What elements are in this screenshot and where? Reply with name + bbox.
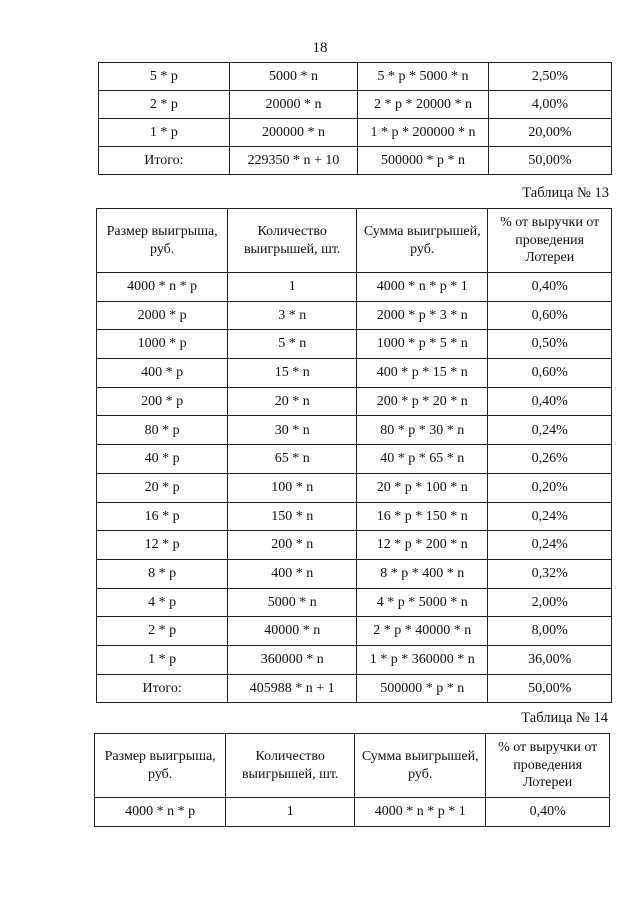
prize-size-cell: 2 * p <box>97 617 228 646</box>
prize-sum-cell: 80 * p * 30 * n <box>357 416 488 445</box>
header-row <box>95 734 610 798</box>
header-prize-sum: Сумма выигрышей, руб. <box>357 209 488 273</box>
prize-size-cell: 5 * p <box>99 63 230 91</box>
revenue-percent-cell: 0,24% <box>488 502 612 531</box>
table-header <box>97 209 612 273</box>
prize-sum-cell: 500000 * p * n <box>357 674 488 703</box>
prize-size-cell: 20 * p <box>97 473 228 502</box>
table-body <box>95 798 610 827</box>
revenue-percent-cell: 0,24% <box>488 531 612 560</box>
table-row <box>97 645 612 674</box>
table-row <box>97 330 612 359</box>
table-row <box>97 617 612 646</box>
header-prize-count: Количество выигрышей, шт. <box>228 209 357 273</box>
prize-count-cell: 5000 * n <box>229 63 357 91</box>
prize-count-cell: 150 * n <box>228 502 357 531</box>
prize-count-cell: 5 * n <box>228 330 357 359</box>
table-12-continuation <box>98 62 612 175</box>
prize-size-cell: Итого: <box>97 674 228 703</box>
prize-count-cell: 20 * n <box>228 387 357 416</box>
revenue-percent-cell: 0,32% <box>488 559 612 588</box>
table-row <box>97 273 612 302</box>
prize-count-cell: 1 <box>228 273 357 302</box>
revenue-percent-cell: 8,00% <box>488 617 612 646</box>
revenue-percent-cell: 0,40% <box>488 387 612 416</box>
prize-sum-cell: 2 * p * 40000 * n <box>357 617 488 646</box>
prize-count-cell: 65 * n <box>228 445 357 474</box>
table-13-caption: Таблица № 13 <box>522 185 609 201</box>
table-row <box>99 63 612 91</box>
prize-sum-cell: 40 * p * 65 * n <box>357 445 488 474</box>
prize-count-cell: 200000 * n <box>229 119 357 147</box>
table-row <box>97 559 612 588</box>
prize-count-cell: 3 * n <box>228 301 357 330</box>
table-row <box>97 387 612 416</box>
table-13 <box>96 208 612 703</box>
prize-count-cell: 40000 * n <box>228 617 357 646</box>
header-prize-sum: Сумма выигрышей, руб. <box>355 734 486 798</box>
prize-count-cell: 30 * n <box>228 416 357 445</box>
prize-count-cell: 1 <box>226 798 355 827</box>
revenue-percent-cell: 0,26% <box>488 445 612 474</box>
revenue-percent-cell: 50,00% <box>488 674 612 703</box>
table-row <box>97 416 612 445</box>
prize-count-cell: 229350 * n + 10 <box>229 147 357 175</box>
prize-size-cell: Итого: <box>99 147 230 175</box>
header-row <box>97 209 612 273</box>
prize-count-cell: 15 * n <box>228 359 357 388</box>
prize-sum-cell: 4000 * n * p * 1 <box>355 798 486 827</box>
prize-sum-cell: 5 * p * 5000 * n <box>358 63 489 91</box>
revenue-percent-cell: 0,50% <box>488 330 612 359</box>
prize-size-cell: 2000 * p <box>97 301 228 330</box>
table-row <box>97 531 612 560</box>
prize-sum-cell: 20 * p * 100 * n <box>357 473 488 502</box>
prize-size-cell: 200 * p <box>97 387 228 416</box>
prize-count-cell: 200 * n <box>228 531 357 560</box>
revenue-percent-cell: 36,00% <box>488 645 612 674</box>
revenue-percent-cell: 50,00% <box>488 147 611 175</box>
table-row <box>97 502 612 531</box>
table-body <box>99 63 612 175</box>
prize-count-cell: 360000 * n <box>228 645 357 674</box>
table-row <box>97 301 612 330</box>
prize-size-cell: 1 * p <box>99 119 230 147</box>
prize-sum-cell: 16 * p * 150 * n <box>357 502 488 531</box>
revenue-percent-cell: 0,40% <box>486 798 610 827</box>
table-body <box>97 273 612 703</box>
table-row <box>95 798 610 827</box>
prize-count-cell: 20000 * n <box>229 91 357 119</box>
table-row <box>97 445 612 474</box>
prize-size-cell: 1 * p <box>97 645 228 674</box>
prize-size-cell: 40 * p <box>97 445 228 474</box>
prize-sum-cell: 4000 * n * p * 1 <box>357 273 488 302</box>
header-prize-size: Размер выигрыша, руб. <box>95 734 226 798</box>
revenue-percent-cell: 2,50% <box>488 63 611 91</box>
prize-sum-cell: 4 * p * 5000 * n <box>357 588 488 617</box>
prize-sum-cell: 400 * p * 15 * n <box>357 359 488 388</box>
revenue-percent-cell: 4,00% <box>488 91 611 119</box>
prize-sum-cell: 8 * p * 400 * n <box>357 559 488 588</box>
prize-sum-cell: 1 * p * 200000 * n <box>358 119 489 147</box>
prize-size-cell: 2 * p <box>99 91 230 119</box>
header-revenue-percent: % от выручки от проведения Лотереи <box>486 734 610 798</box>
prize-count-cell: 5000 * n <box>228 588 357 617</box>
table-row <box>97 674 612 703</box>
prize-count-cell: 100 * n <box>228 473 357 502</box>
prize-sum-cell: 12 * p * 200 * n <box>357 531 488 560</box>
prize-size-cell: 8 * p <box>97 559 228 588</box>
revenue-percent-cell: 0,40% <box>488 273 612 302</box>
prize-sum-cell: 500000 * p * n <box>358 147 489 175</box>
prize-size-cell: 4 * p <box>97 588 228 617</box>
table-row <box>97 359 612 388</box>
table-row <box>99 147 612 175</box>
prize-count-cell: 400 * n <box>228 559 357 588</box>
prize-sum-cell: 1000 * p * 5 * n <box>357 330 488 359</box>
revenue-percent-cell: 0,60% <box>488 301 612 330</box>
prize-size-cell: 4000 * n * p <box>95 798 226 827</box>
prize-size-cell: 12 * p <box>97 531 228 560</box>
page-number: 18 <box>312 40 328 56</box>
table-row <box>97 588 612 617</box>
prize-sum-cell: 1 * p * 360000 * n <box>357 645 488 674</box>
prize-size-cell: 1000 * p <box>97 330 228 359</box>
prize-count-cell: 405988 * n + 1 <box>228 674 357 703</box>
table-header <box>95 734 610 798</box>
table-row <box>99 119 612 147</box>
prize-sum-cell: 2000 * p * 3 * n <box>357 301 488 330</box>
prize-size-cell: 16 * p <box>97 502 228 531</box>
revenue-percent-cell: 0,20% <box>488 473 612 502</box>
header-prize-count: Количество выигрышей, шт. <box>226 734 355 798</box>
table-row <box>99 91 612 119</box>
prize-size-cell: 80 * p <box>97 416 228 445</box>
table-14-caption: Таблица № 14 <box>521 710 608 726</box>
prize-sum-cell: 200 * p * 20 * n <box>357 387 488 416</box>
table-14 <box>94 733 610 827</box>
header-revenue-percent: % от выручки от проведения Лотереи <box>488 209 612 273</box>
revenue-percent-cell: 2,00% <box>488 588 612 617</box>
revenue-percent-cell: 0,60% <box>488 359 612 388</box>
prize-size-cell: 4000 * n * p <box>97 273 228 302</box>
table-row <box>97 473 612 502</box>
header-prize-size: Размер выигрыша, руб. <box>97 209 228 273</box>
revenue-percent-cell: 20,00% <box>488 119 611 147</box>
prize-size-cell: 400 * p <box>97 359 228 388</box>
revenue-percent-cell: 0,24% <box>488 416 612 445</box>
prize-sum-cell: 2 * p * 20000 * n <box>358 91 489 119</box>
